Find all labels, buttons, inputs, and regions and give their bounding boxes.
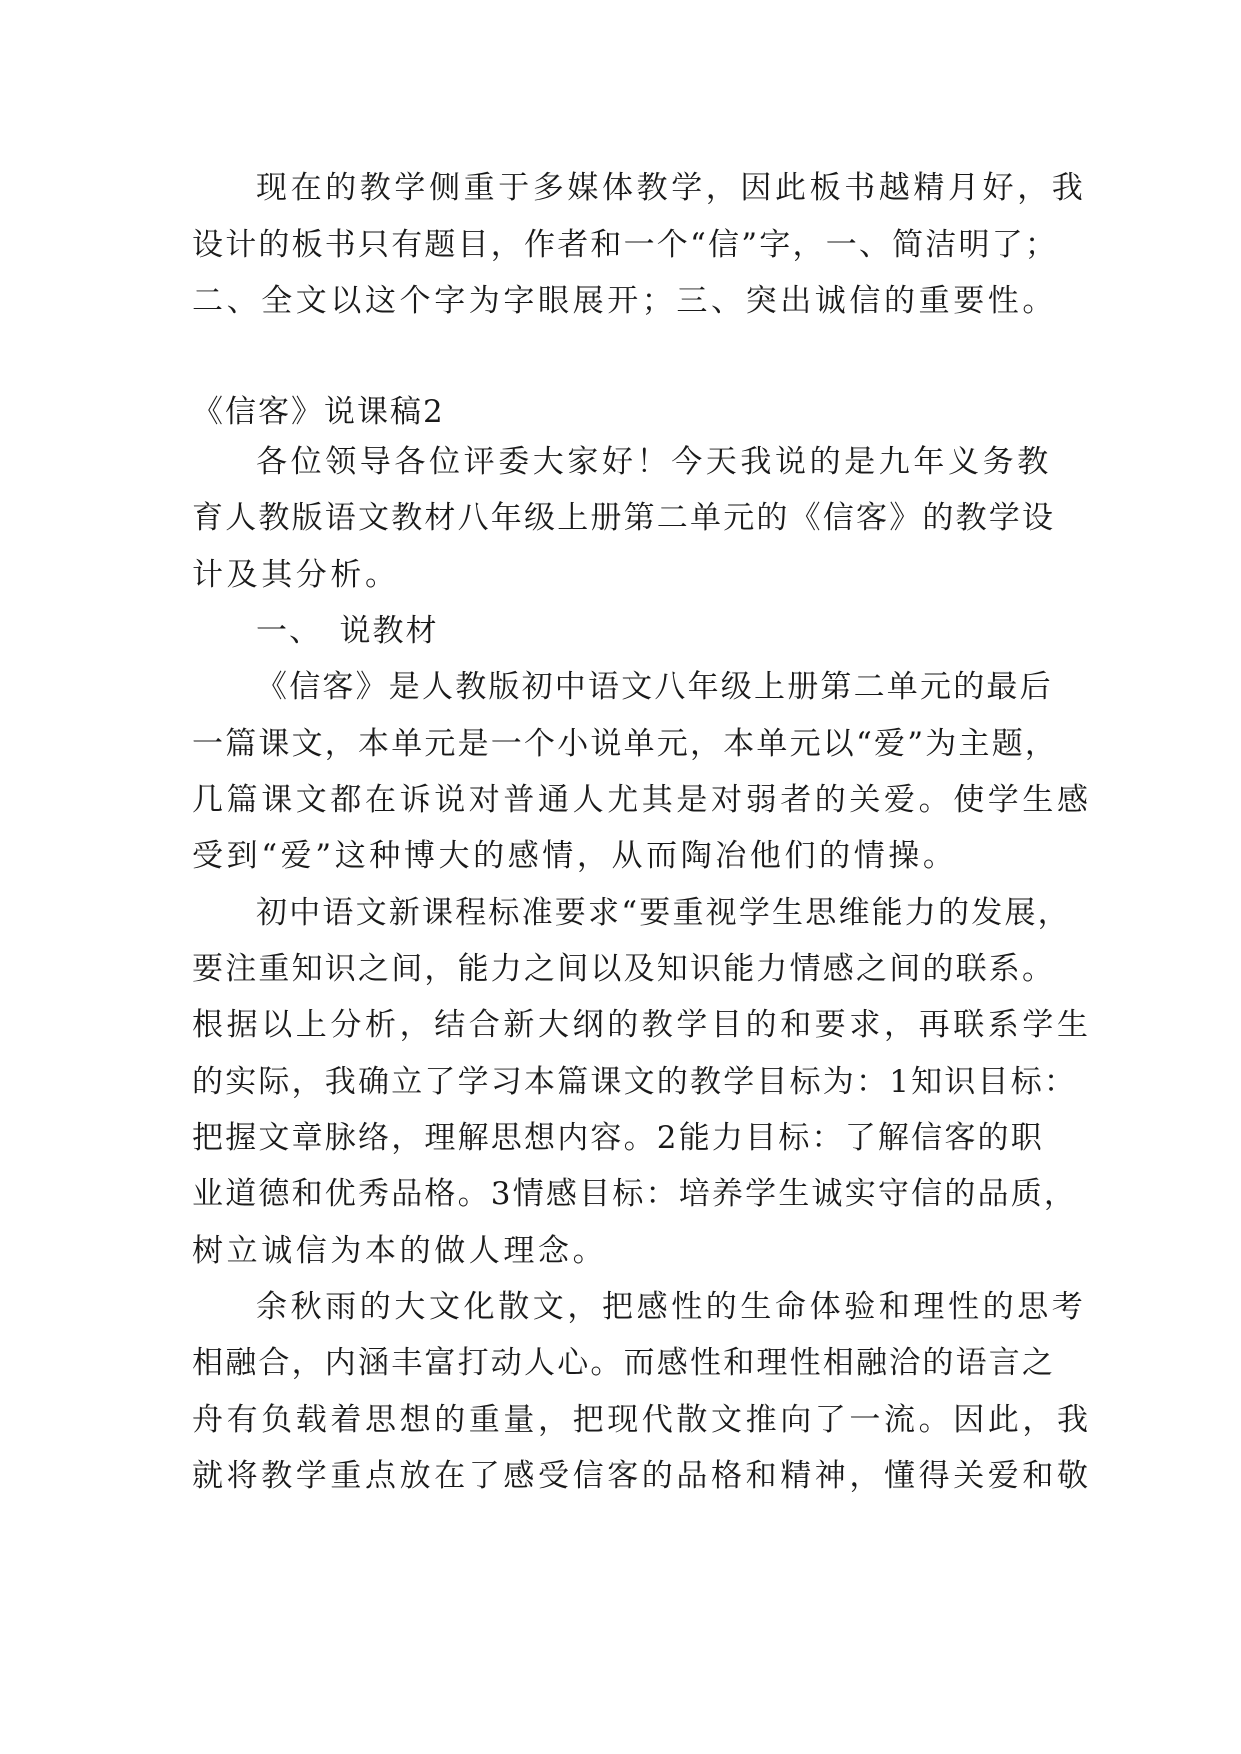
paragraph-line: 《信客》是人教版初中语文八年级上册第二单元的最后 — [256, 669, 1053, 705]
paragraph-line: 相融合，内涵丰富打动人心。而感性和理性相融洽的语言之 — [192, 1345, 1056, 1381]
paragraph-line: 受到“爱”这种博大的感情，从而陶冶他们的情操。 — [192, 838, 958, 874]
paragraph-line: 舟有负载着思想的重量，把现代散文推向了一流。因此，我 — [192, 1402, 1092, 1438]
paragraph-line: 余秋雨的大文化散文，把感性的生命体验和理性的思考 — [256, 1289, 1087, 1325]
paragraph-line: 树立诚信为本的做人理念。 — [192, 1233, 608, 1269]
section-heading: 一、 说教材 — [256, 613, 439, 649]
paragraph-line: 几篇课文都在诉说对普通人尤其是对弱者的关爱。使学生感 — [192, 782, 1092, 818]
paragraph-line: 二、全文以这个字为字眼展开；三、突出诚信的重要性。 — [192, 283, 1057, 319]
paragraph-line: 的实际，我确立了学习本篇课文的教学目标为：1知识目标： — [192, 1064, 1078, 1100]
paragraph-line: 把握文章脉络，理解思想内容。2能力目标：了解信客的职 — [192, 1120, 1044, 1156]
paragraph-line: 现在的教学侧重于多媒体教学，因此板书越精月好，我 — [256, 170, 1087, 206]
paragraph-line: 初中语文新课程标准要求“要重视学生思维能力的发展， — [256, 895, 1071, 931]
paragraph-line: 设计的板书只有题目，作者和一个“信”字，一、简洁明了； — [192, 227, 1059, 263]
paragraph-line: 就将教学重点放在了感受信客的品格和精神，懂得关爱和敬 — [192, 1458, 1092, 1494]
paragraph-line: 计及其分析。 — [192, 557, 400, 593]
paragraph-line: 育人教版语文教材八年级上册第二单元的《信客》的教学设 — [192, 500, 1056, 536]
paragraph-line: 各位领导各位评委大家好！今天我说的是九年义务教 — [256, 444, 1052, 480]
paragraph-line: 根据以上分析，结合新大纲的教学目的和要求，再联系学生 — [192, 1007, 1092, 1043]
paragraph-line: 要注重知识之间，能力之间以及知识能力情感之间的联系。 — [192, 951, 1056, 987]
paragraph-line: 一篇课文，本单元是一个小说单元，本单元以“爱”为主题， — [192, 726, 1059, 762]
document-title: 《信客》说课稿2 — [192, 394, 445, 430]
paragraph-line: 业道德和优秀品格。3情感目标：培养学生诚实守信的品质， — [192, 1176, 1078, 1212]
